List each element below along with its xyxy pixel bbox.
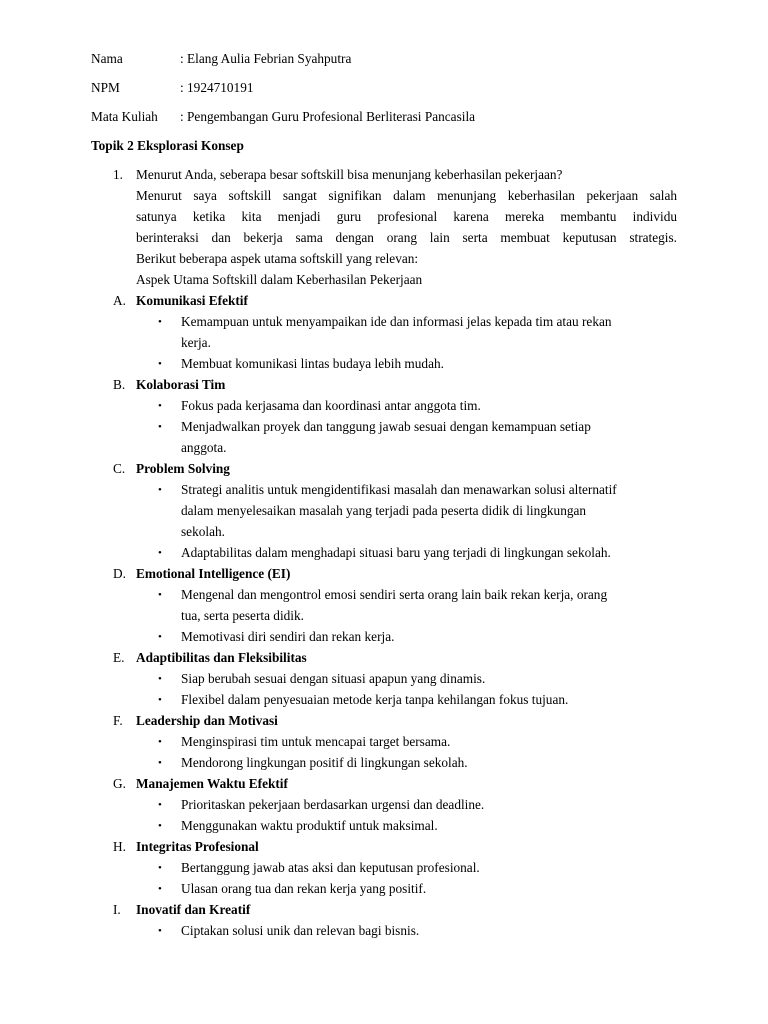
bullet-text: Menggunakan waktu produktif untuk maksimal. — [181, 818, 438, 833]
bullet-text: Ciptakan solusi unik dan relevan bagi bisnis. — [181, 923, 420, 938]
npm-label: NPM — [91, 80, 120, 95]
bullet-text: Fokus pada kerjasama dan koordinasi antar anggota tim. — [181, 398, 481, 413]
bullet-text: Membuat komunikasi lintas budaya lebih mudah. — [181, 356, 444, 371]
topic-title: Topik 2 Eksplorasi Konsep — [91, 138, 244, 153]
bullet-text: Mengenal dan mengontrol emosi sendiri serta orang lain baik rekan kerja, orang — [181, 587, 608, 602]
bullet-icon: • — [158, 316, 162, 328]
intro-line-2: Aspek Utama Softskill dalam Keberhasilan Pekerjaan — [136, 272, 423, 287]
bullet-icon: • — [158, 757, 162, 769]
answer-line-3: berinteraksi dan bekerja sama dengan orang lain serta membuat keputusan strategis. — [136, 230, 677, 245]
section-letter: B. — [113, 377, 126, 392]
bullet-icon: • — [158, 736, 162, 748]
bullet-text: dalam menyelesaikan masalah yang terjadi pada peserta didik di lingkungan — [181, 503, 587, 518]
bullet-text: Flexibel dalam penyesuaian metode kerja tanpa kehilangan fokus tujuan. — [181, 692, 569, 707]
bullet-icon: • — [158, 421, 162, 433]
bullet-icon: • — [158, 589, 162, 601]
bullet-text: tua, serta peserta didik. — [181, 608, 304, 623]
bullet-text: Strategi analitis untuk mengidentifikasi masalah dan menawarkan solusi alternatif — [181, 482, 617, 497]
bullet-icon: • — [158, 400, 162, 412]
bullet-text: Adaptabilitas dalam menghadapi situasi baru yang terjadi di lingkungan sekolah. — [181, 545, 611, 560]
section-letter: I. — [113, 902, 121, 917]
bullet-icon: • — [158, 925, 162, 937]
bullet-icon: • — [158, 358, 162, 370]
section-letter: F. — [113, 713, 123, 728]
bullet-icon: • — [158, 820, 162, 832]
section-letter: H. — [113, 839, 126, 854]
section-title: Komunikasi Efektif — [136, 293, 248, 308]
bullet-text: Bertanggung jawab atas aksi dan keputusan profesional. — [181, 860, 480, 875]
bullet-text: Menjadwalkan proyek dan tanggung jawab sesuai dengan kemampuan setiap — [181, 419, 591, 434]
section-letter: A. — [113, 293, 126, 308]
bullet-text: Menginspirasi tim untuk mencapai target bersama. — [181, 734, 451, 749]
section-title: Adaptibilitas dan Fleksibilitas — [136, 650, 307, 665]
section-letter: D. — [113, 566, 126, 581]
answer-line-1: Menurut saya softskill sangat signifikan dalam menunjang keberhasilan pekerjaan salah — [136, 188, 677, 203]
section-title: Manajemen Waktu Efektif — [136, 776, 288, 791]
bullet-icon: • — [158, 694, 162, 706]
bullet-icon: • — [158, 484, 162, 496]
section-title: Integritas Profesional — [136, 839, 259, 854]
mata-kuliah-value: : Pengembangan Guru Profesional Berliterasi Pancasila — [180, 109, 476, 124]
section-title: Problem Solving — [136, 461, 230, 476]
npm-value: : 1924710191 — [180, 80, 254, 95]
question-number: 1. — [113, 167, 123, 182]
nama-value: : Elang Aulia Febrian Syahputra — [180, 51, 352, 66]
nama-label: Nama — [91, 51, 123, 66]
answer-line-2: satunya ketika kita menjadi guru profesional karena mereka membantu individu — [136, 209, 677, 224]
intro-line-1: Berikut beberapa aspek utama softskill yang relevan: — [136, 251, 419, 266]
section-letter: E. — [113, 650, 125, 665]
bullet-text: Memotivasi diri sendiri dan rekan kerja. — [181, 629, 395, 644]
bullet-text: anggota. — [181, 440, 227, 455]
question-text: Menurut Anda, seberapa besar softskill bisa menunjang keberhasilan pekerjaan? — [136, 167, 563, 182]
bullet-icon: • — [158, 799, 162, 811]
section-title: Kolaborasi Tim — [136, 377, 226, 392]
bullet-text: Siap berubah sesuai dengan situasi apapun yang dinamis. — [181, 671, 486, 686]
bullet-icon: • — [158, 631, 162, 643]
section-letter: G. — [113, 776, 126, 791]
bullet-icon: • — [158, 862, 162, 874]
bullet-text: Mendorong lingkungan positif di lingkungan sekolah. — [181, 755, 468, 770]
bullet-text: sekolah. — [181, 524, 225, 539]
section-title: Leadership dan Motivasi — [136, 713, 278, 728]
bullet-text: Ulasan orang tua dan rekan kerja yang positif. — [181, 881, 427, 896]
bullet-icon: • — [158, 883, 162, 895]
section-letter: C. — [113, 461, 126, 476]
bullet-text: Prioritaskan pekerjaan berdasarkan urgensi dan deadline. — [181, 797, 485, 812]
section-title: Emotional Intelligence (EI) — [136, 566, 291, 581]
bullet-icon: • — [158, 547, 162, 559]
mata-kuliah-label: Mata Kuliah — [91, 109, 158, 124]
bullet-text: Kemampuan untuk menyampaikan ide dan informasi jelas kepada tim atau rekan — [181, 314, 612, 329]
section-title: Inovatif dan Kreatif — [136, 902, 251, 917]
bullet-text: kerja. — [181, 335, 211, 350]
bullet-icon: • — [158, 673, 162, 685]
